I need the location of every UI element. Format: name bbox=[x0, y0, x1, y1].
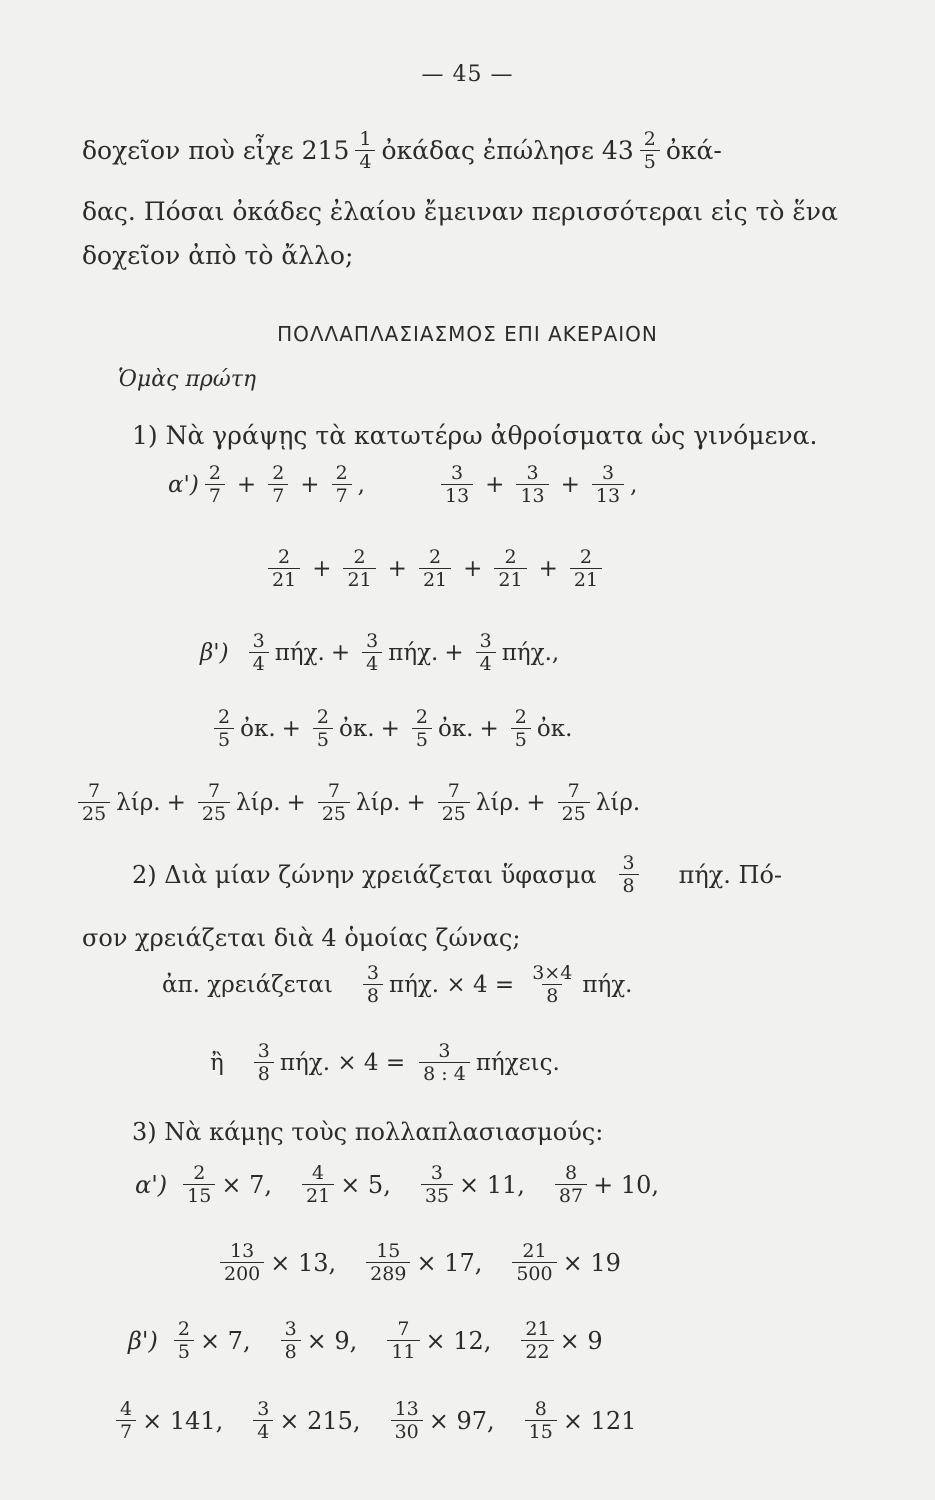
fraction: $\frac{3}{8}$ bbox=[363, 962, 383, 1007]
fraction: $\frac{2}{21}$ bbox=[570, 546, 602, 591]
fraction: $\frac{3}{13}$ bbox=[592, 462, 624, 507]
operation-text: × 7, bbox=[221, 1170, 272, 1199]
fraction: $\frac{2}{21}$ bbox=[268, 546, 300, 591]
fraction: $\frac{3}{8}$ bbox=[254, 1040, 274, 1085]
fraction: $\frac{8}{87}$ bbox=[555, 1162, 587, 1207]
exercise-2-answer-1: ἀπ. χρειάζεται $\frac{3}{8}$ πήχ. × 4 = $\frac{3\times 4}{8}$ πήχ. bbox=[162, 962, 633, 1007]
operation-text: × 5, bbox=[340, 1170, 391, 1199]
operation-text: × 17, bbox=[416, 1248, 483, 1277]
fraction: $\frac{4}{7}$ bbox=[116, 1398, 136, 1443]
fraction: $\frac{3}{4}$ bbox=[476, 630, 496, 675]
fraction: $\frac{1}{4}$ bbox=[355, 128, 375, 173]
fraction: $\frac{2}{21}$ bbox=[494, 546, 526, 591]
fraction: $\frac{7}{25}$ bbox=[558, 780, 590, 825]
ex1-row-a2: $\frac{2}{21}$ + $\frac{2}{21}$ + $\frac{2}{21}$ + $\frac{2}{21}$ + $\frac{2}{21}$ bbox=[262, 546, 608, 591]
ex1-row-a1: α') $\frac{2}{7}$ + $\frac{2}{7}$ + $\frac{2}{7}$ , $\frac{3}{13}$ + $\frac{3}{13}$ + $\frac{3}{13}$ , bbox=[168, 462, 638, 507]
problem-tail-line-1 bbox=[82, 128, 722, 173]
fraction: $\frac{3}{13}$ bbox=[516, 462, 548, 507]
operation-text: × 121 bbox=[562, 1406, 637, 1435]
fraction: $\frac{2}{21}$ bbox=[419, 546, 451, 591]
fraction: $\frac{7}{25}$ bbox=[318, 780, 350, 825]
fraction: $\frac{3}{8}$ bbox=[281, 1318, 301, 1363]
page-number: — 45 — bbox=[421, 62, 514, 87]
ex3-row-a1: α') $\frac{2}{15}$ × 7, $\frac{4}{21}$ × 5, $\frac{3}{35}$ × 11, $\frac{8}{87}$ + 10, bbox=[135, 1162, 660, 1207]
operation-text: × 11, bbox=[459, 1170, 525, 1199]
operation-text: × 9 bbox=[559, 1326, 603, 1355]
text: ὀκά- bbox=[665, 136, 722, 165]
ex3-row-a2 bbox=[214, 1240, 645, 1285]
ex1-row-b1: β') $\frac{3}{4}$ πήχ. + $\frac{3}{4}$ πήχ. + $\frac{3}{4}$ πήχ. , bbox=[200, 630, 560, 675]
ex3-row-b1: β') $\frac{2}{5}$ × 7, $\frac{3}{8}$ × 9, $\frac{7}{11}$ × 12, $\frac{21}{22}$ × 9 bbox=[128, 1318, 603, 1363]
fraction: $\frac{3}{13}$ bbox=[441, 462, 473, 507]
operation-text: × 7, bbox=[199, 1326, 251, 1355]
fraction: $\frac{2}{15}$ bbox=[183, 1162, 215, 1207]
operation-text: × 141, bbox=[142, 1406, 224, 1435]
fraction: $\frac{3}{4}$ bbox=[362, 630, 382, 675]
fraction: $\frac{7}{25}$ bbox=[438, 780, 470, 825]
fraction: $\frac{2}{5}$ bbox=[214, 706, 234, 751]
fraction: $\frac{2}{5}$ bbox=[511, 706, 531, 751]
ex1-row-b2: $\frac{2}{5}$ ὀκ. + $\frac{2}{5}$ ὀκ. + $\frac{2}{5}$ ὀκ. + $\frac{2}{5}$ ὀκ. bbox=[208, 706, 572, 751]
operation-text: × 97, bbox=[428, 1406, 495, 1435]
fraction: $\frac{13}{200}$ bbox=[220, 1240, 264, 1285]
fraction: $\frac{4}{21}$ bbox=[302, 1162, 334, 1207]
fraction: $\frac{3}{4}$ bbox=[253, 1398, 273, 1443]
text: ὀκάδας ἐπώλησε 43 bbox=[381, 136, 634, 165]
operation-text: × 215, bbox=[279, 1406, 361, 1435]
exercise-2-line-1: 2) Διὰ μίαν ζώνην χρειάζεται ὕφασμα $\frac{3}{8}$ πήχ. Πό- bbox=[132, 852, 783, 897]
fraction: $\frac{7}{25}$ bbox=[198, 780, 230, 825]
fraction: $\frac{15}{289}$ bbox=[366, 1240, 410, 1285]
fraction: $\frac{7}{25}$ bbox=[78, 780, 110, 825]
fraction: $\frac{3}{35}$ bbox=[421, 1162, 453, 1207]
problem-tail-line-2: δας. Πόσαι ὀκάδες ἐλαίου ἔμειναν περισσότεραι εἰς τὸ ἕνα bbox=[82, 197, 838, 226]
fraction: $\frac{2}{5}$ bbox=[313, 706, 333, 751]
ex1-row-b3: $\frac{7}{25}$ λίρ. + $\frac{7}{25}$ λίρ. + $\frac{7}{25}$ λίρ. + $\frac{7}{25}$ λίρ. + $\frac{7}{25}$ λίρ. bbox=[72, 780, 640, 825]
operation-text: × 13, bbox=[270, 1248, 337, 1277]
fraction: $\frac{2}{7}$ bbox=[332, 462, 352, 507]
fraction: $\frac{3}{4}$ bbox=[249, 630, 269, 675]
text: δοχεῖον ποὺ εἶχε 215 bbox=[82, 136, 350, 165]
fraction: $\frac{2}{5}$ bbox=[412, 706, 432, 751]
problem-tail-line-3: δοχεῖον ἀπὸ τὸ ἄλλο; bbox=[82, 241, 354, 270]
group-title: Ὁμὰς πρώτη bbox=[118, 367, 257, 392]
operation-text: + 10, bbox=[593, 1170, 660, 1199]
operation-text: × 19 bbox=[562, 1248, 621, 1277]
fraction: $\frac{2}{5}$ bbox=[174, 1318, 194, 1363]
exercise-1-text: 1) Νὰ γράψῃς τὰ κατωτέρω ἀθροίσματα ὡς γινόμενα. bbox=[132, 421, 818, 450]
fraction: $\frac{13}{30}$ bbox=[391, 1398, 423, 1443]
fraction: $\frac{2}{7}$ bbox=[205, 462, 225, 507]
fraction: $\frac{2}{7}$ bbox=[268, 462, 288, 507]
fraction: $\frac{3}{8 : 4}$ bbox=[419, 1040, 470, 1085]
fraction: $\frac{21}{500}$ bbox=[512, 1240, 556, 1285]
fraction: $\frac{7}{11}$ bbox=[387, 1318, 419, 1363]
ex3-row-b2 bbox=[110, 1398, 660, 1443]
fraction: $\frac{2}{5}$ bbox=[640, 128, 660, 173]
fraction: $\frac{3\times 4}{8}$ bbox=[532, 962, 573, 1007]
section-heading: ΠΟΛΛΑΠΛΑΣΙΑΣΜΟΣ ΕΠΙ ΑΚΕΡΑΙΟΝ bbox=[277, 322, 658, 346]
operation-text: × 9, bbox=[306, 1326, 358, 1355]
fraction: $\frac{2}{21}$ bbox=[343, 546, 375, 591]
exercise-3-text: 3) Νὰ κάμῃς τοὺς πολλαπλασιασμούς: bbox=[132, 1118, 604, 1146]
exercise-2-line-2: σον χρειάζεται διὰ 4 ὁμοίας ζώνας; bbox=[82, 924, 521, 952]
fraction: $\frac{3}{8}$ bbox=[619, 852, 639, 897]
fraction: $\frac{8}{15}$ bbox=[525, 1398, 557, 1443]
fraction: $\frac{21}{22}$ bbox=[521, 1318, 553, 1363]
operation-text: × 12, bbox=[425, 1326, 492, 1355]
exercise-2-answer-2: ἢ $\frac{3}{8}$ πήχ. × 4 = $\frac{3}{8 : 4}$ πήχεις. bbox=[210, 1040, 560, 1085]
